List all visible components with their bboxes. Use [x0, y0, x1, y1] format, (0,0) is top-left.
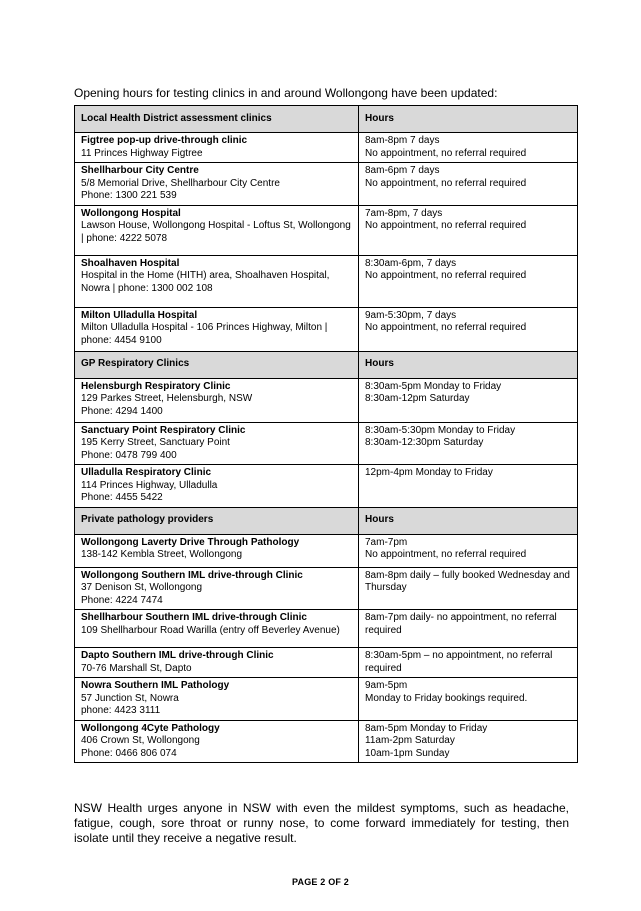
clinic-row — [75, 534, 578, 567]
clinic-name: Ulladulla Respiratory Clinic — [81, 467, 212, 478]
clinic-info-cell — [75, 307, 359, 351]
clinic-detail: 138-142 Kembla Street, Wollongong — [81, 549, 243, 560]
clinics-table-body — [75, 106, 578, 763]
clinic-info-cell — [75, 133, 359, 163]
clinic-row — [75, 610, 578, 648]
hours-heading: Hours — [359, 507, 578, 534]
clinic-hours-line: Monday to Friday bookings required. — [365, 692, 528, 704]
clinic-hours-line: No appointment, no referral required — [365, 177, 527, 189]
clinic-hours-line: 8am-5pm Monday to Friday — [365, 722, 488, 734]
clinic-detail: 114 Princes Highway, Ulladulla — [81, 479, 218, 491]
clinic-hours-line: 8:30am-12:30pm Saturday — [365, 437, 484, 448]
clinic-hours-line: 10am-1pm Sunday — [365, 747, 450, 759]
section-heading: GP Respiratory Clinics — [75, 351, 359, 378]
clinic-detail: 195 Kerry Street, Sanctuary Point — [81, 437, 230, 448]
clinic-info-cell — [75, 163, 359, 206]
clinic-detail: Phone: 4455 5422 — [81, 492, 163, 503]
section-header-row — [75, 351, 578, 378]
section-header-row — [75, 106, 578, 133]
clinic-info-cell — [75, 205, 359, 255]
clinic-detail: 57 Junction St, Nowra — [81, 692, 179, 704]
clinic-detail: Hospital in the Home (HITH) area, Shoalhaven Hospital, Nowra | phone: 1300 002 108 — [81, 270, 330, 294]
clinic-hours-line: 11am-2pm Saturday — [365, 735, 455, 746]
clinic-hours-line: 8am-6pm 7 days — [365, 165, 440, 176]
clinic-name: Shoalhaven Hospital — [81, 257, 180, 269]
clinic-detail: Phone: 4294 1400 — [81, 405, 163, 417]
clinic-hours-line: 8am-8pm 7 days — [365, 135, 440, 146]
clinic-info-cell — [75, 422, 359, 465]
clinic-row — [75, 678, 578, 721]
clinic-row — [75, 378, 578, 422]
clinic-hours-line: 9am-5:30pm, 7 days — [365, 309, 457, 321]
clinic-name: Wollongong Southern IML drive-through Clinic — [81, 569, 303, 581]
clinic-hours-cell — [359, 567, 578, 610]
clinic-hours-line: No appointment, no referral required — [365, 147, 527, 159]
clinics-table — [74, 105, 578, 763]
clinic-info-cell — [75, 678, 359, 721]
clinic-hours-line: 9am-5pm — [365, 680, 408, 691]
clinic-row — [75, 163, 578, 206]
clinic-row — [75, 465, 578, 508]
clinic-detail: 129 Parkes Street, Helensburgh, NSW — [81, 393, 253, 404]
clinic-detail: 109 Shellharbour Road Warilla (entry off Beverley Avenue) — [81, 624, 340, 636]
clinic-hours-cell — [359, 678, 578, 721]
section-heading: Private pathology providers — [75, 507, 359, 534]
clinic-detail: Lawson House, Wollongong Hospital - Loftus St, Wollongong | phone: 4222 5078 — [81, 220, 351, 244]
clinic-detail: 37 Denison St, Wollongong — [81, 582, 203, 593]
clinic-hours-cell — [359, 720, 578, 763]
hours-heading: Hours — [359, 106, 578, 133]
clinic-hours-cell — [359, 648, 578, 678]
clinic-detail: Phone: 0466 806 074 — [81, 747, 177, 759]
clinic-hours-line: 8am-8pm daily – fully booked Wednesday and Thursday — [365, 569, 570, 593]
clinic-detail: Phone: 0478 799 400 — [81, 449, 177, 461]
clinic-info-cell — [75, 610, 359, 648]
clinic-name: Sanctuary Point Respiratory Clinic — [81, 424, 246, 436]
intro-text: Opening hours for testing clinics in and around Wollongong have been updated: — [74, 86, 498, 100]
clinic-name: Helensburgh Respiratory Clinic — [81, 380, 231, 392]
clinic-detail: 5/8 Memorial Drive, Shellharbour City Centre — [81, 177, 280, 189]
clinic-hours-line: 8am-7pm daily- no appointment, no referral required — [365, 612, 557, 636]
clinic-hours-line: No appointment, no referral required — [365, 220, 527, 231]
hours-heading: Hours — [359, 351, 578, 378]
clinic-name: Shellharbour City Centre — [81, 165, 199, 176]
clinic-hours-cell — [359, 534, 578, 567]
clinic-hours-line: 7am-7pm — [365, 536, 408, 548]
clinic-row — [75, 205, 578, 255]
clinic-hours-line: 8:30am-5pm – no appointment, no referral required — [365, 650, 553, 674]
clinic-row — [75, 422, 578, 465]
clinic-detail: Phone: 4224 7474 — [81, 594, 163, 606]
clinic-hours-line: No appointment, no referral required — [365, 270, 527, 281]
clinic-hours-cell — [359, 255, 578, 307]
clinic-name: Nowra Southern IML Pathology — [81, 680, 230, 691]
clinic-name: Wollongong 4Cyte Pathology — [81, 722, 220, 734]
section-heading: Local Health District assessment clinics — [75, 106, 359, 133]
clinic-row — [75, 307, 578, 351]
clinic-hours-cell — [359, 610, 578, 648]
clinic-hours-cell — [359, 307, 578, 351]
clinic-row — [75, 255, 578, 307]
clinic-name: Shellharbour Southern IML drive-through Clinic — [81, 612, 307, 623]
clinic-hours-line: 8:30am-5:30pm Monday to Friday — [365, 424, 516, 436]
clinic-info-cell — [75, 567, 359, 610]
clinic-hours-cell — [359, 465, 578, 508]
clinic-row — [75, 567, 578, 610]
clinic-info-cell — [75, 255, 359, 307]
clinic-hours-line: 8:30am-6pm, 7 days — [365, 257, 457, 269]
clinic-name: Dapto Southern IML drive-through Clinic — [81, 650, 274, 661]
clinic-hours-line: No appointment, no referral required — [365, 549, 527, 560]
section-header-row — [75, 507, 578, 534]
clinic-hours-cell — [359, 422, 578, 465]
clinic-info-cell — [75, 534, 359, 567]
clinic-hours-line: 8:30am-12pm Saturday — [365, 393, 470, 404]
clinic-detail: Milton Ulladulla Hospital - 106 Princes Highway, Milton | phone: 4454 9100 — [81, 322, 328, 346]
page-number: PAGE 2 OF 2 — [291, 877, 350, 887]
clinic-hours-cell — [359, 163, 578, 206]
clinic-hours-line: 12pm-4pm Monday to Friday — [365, 467, 493, 478]
clinic-name: Wollongong Hospital — [81, 207, 181, 219]
clinic-info-cell — [75, 720, 359, 763]
clinic-detail: 11 Princes Highway Figtree — [81, 147, 203, 159]
clinic-row — [75, 648, 578, 678]
clinic-hours-line: No appointment, no referral required — [365, 322, 527, 333]
clinic-hours-line: 7am-8pm, 7 days — [365, 207, 443, 219]
clinic-detail: 70-76 Marshall St, Dapto — [81, 662, 192, 674]
clinic-info-cell — [75, 648, 359, 678]
clinic-hours-line: 8:30am-5pm Monday to Friday — [365, 380, 502, 392]
clinic-row — [75, 133, 578, 163]
clinic-name: Wollongong Laverty Drive Through Pathology — [81, 536, 300, 548]
clinic-info-cell — [75, 465, 359, 508]
clinic-name: Milton Ulladulla Hospital — [81, 309, 198, 321]
clinic-row — [75, 720, 578, 763]
closing-text: NSW Health urges anyone in NSW with even the mildest symptoms, such as headache, fatigue, cough, sore throat or runny nose, to come forward immediately for testing, then isolate until they receive a negative result. — [74, 801, 569, 845]
clinic-name: Figtree pop-up drive-through clinic — [81, 135, 248, 146]
clinic-hours-cell — [359, 378, 578, 422]
clinic-detail: Phone: 1300 221 539 — [81, 190, 177, 201]
clinic-info-cell — [75, 378, 359, 422]
clinic-hours-cell — [359, 205, 578, 255]
clinic-hours-cell — [359, 133, 578, 163]
clinic-detail: 406 Crown St, Wollongong — [81, 735, 200, 746]
clinic-detail: phone: 4423 3111 — [81, 705, 161, 716]
